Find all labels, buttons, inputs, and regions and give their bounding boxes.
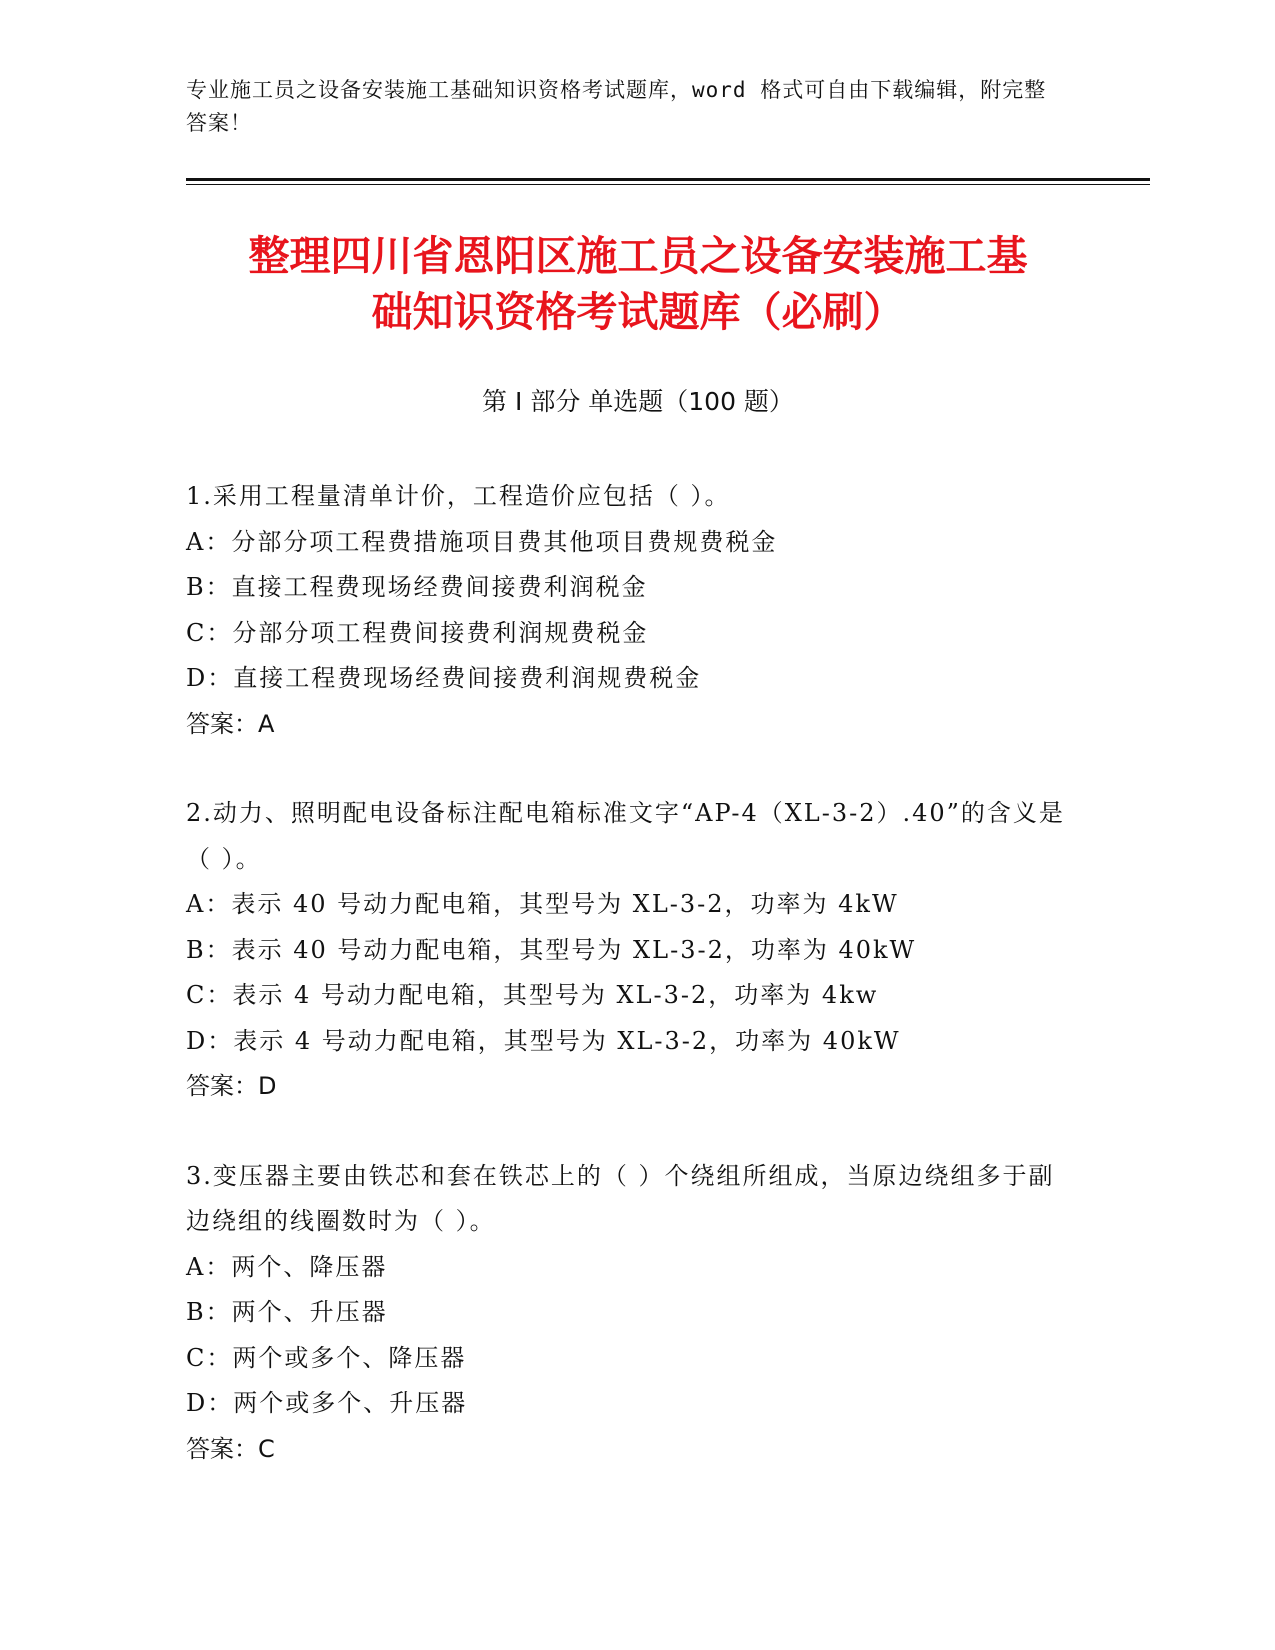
option-a: A：分部分项工程费措施项目费其他项目费规费税金 xyxy=(186,527,778,556)
option-c: C：表示 4 号动力配电箱，其型号为 XL-3-2，功率为 4kw xyxy=(186,981,879,1009)
document-title-line-2: 础知识资格考试题库（必刷） xyxy=(371,288,905,336)
header-note: 专业施工员之设备安装施工基础知识资格考试题库，word 格式可自由下载编辑，附完整答案！ xyxy=(186,78,1047,135)
option-a: A：表示 40 号动力配电箱，其型号为 XL-3-2，功率为 4kW xyxy=(186,890,899,918)
document-title xyxy=(186,228,1090,340)
option-a: A：两个、降压器 xyxy=(186,1252,388,1281)
answer: 答案：A xyxy=(186,709,275,738)
answer: 答案：D xyxy=(186,1072,277,1100)
option-b: B：两个、升压器 xyxy=(186,1298,388,1326)
section-title: 第 I 部分 单选题（100 题） xyxy=(482,387,794,416)
header-divider-thin xyxy=(186,184,1150,185)
question-stem: 1.采用工程量清单计价，工程造价应包括（ ）。 xyxy=(186,482,731,510)
header-divider-thick xyxy=(186,178,1150,181)
option-c: C：分部分项工程费间接费利润规费税金 xyxy=(186,618,649,647)
option-c: C：两个或多个、降压器 xyxy=(186,1343,467,1372)
option-b: B：直接工程费现场经费间接费利润税金 xyxy=(186,573,648,601)
document-title-line-1: 整理四川省恩阳区施工员之设备安装施工基 xyxy=(248,232,1028,280)
answer: 答案：C xyxy=(186,1434,275,1463)
option-d: D：两个或多个、升压器 xyxy=(186,1389,468,1417)
option-d: D：表示 4 号动力配电箱，其型号为 XL-3-2，功率为 40kW xyxy=(186,1026,901,1055)
question-2 xyxy=(186,791,1066,1110)
question-stem: 2.动力、照明配电设备标注配电箱标准文字“AP-4（XL-3-2）.40”的含义是（ ）。 xyxy=(186,799,1065,873)
question-3 xyxy=(186,1154,1066,1473)
question-list xyxy=(186,474,1066,1516)
question-1 xyxy=(186,474,1066,747)
option-d: D：直接工程费现场经费间接费利润规费税金 xyxy=(186,664,702,692)
option-b: B：表示 40 号动力配电箱，其型号为 XL-3-2，功率为 40kW xyxy=(186,935,917,964)
question-stem: 3.变压器主要由铁芯和套在铁芯上的（ ）个绕组所组成，当原边绕组多于副边绕组的线圈数时为（ ）。 xyxy=(186,1161,1055,1235)
